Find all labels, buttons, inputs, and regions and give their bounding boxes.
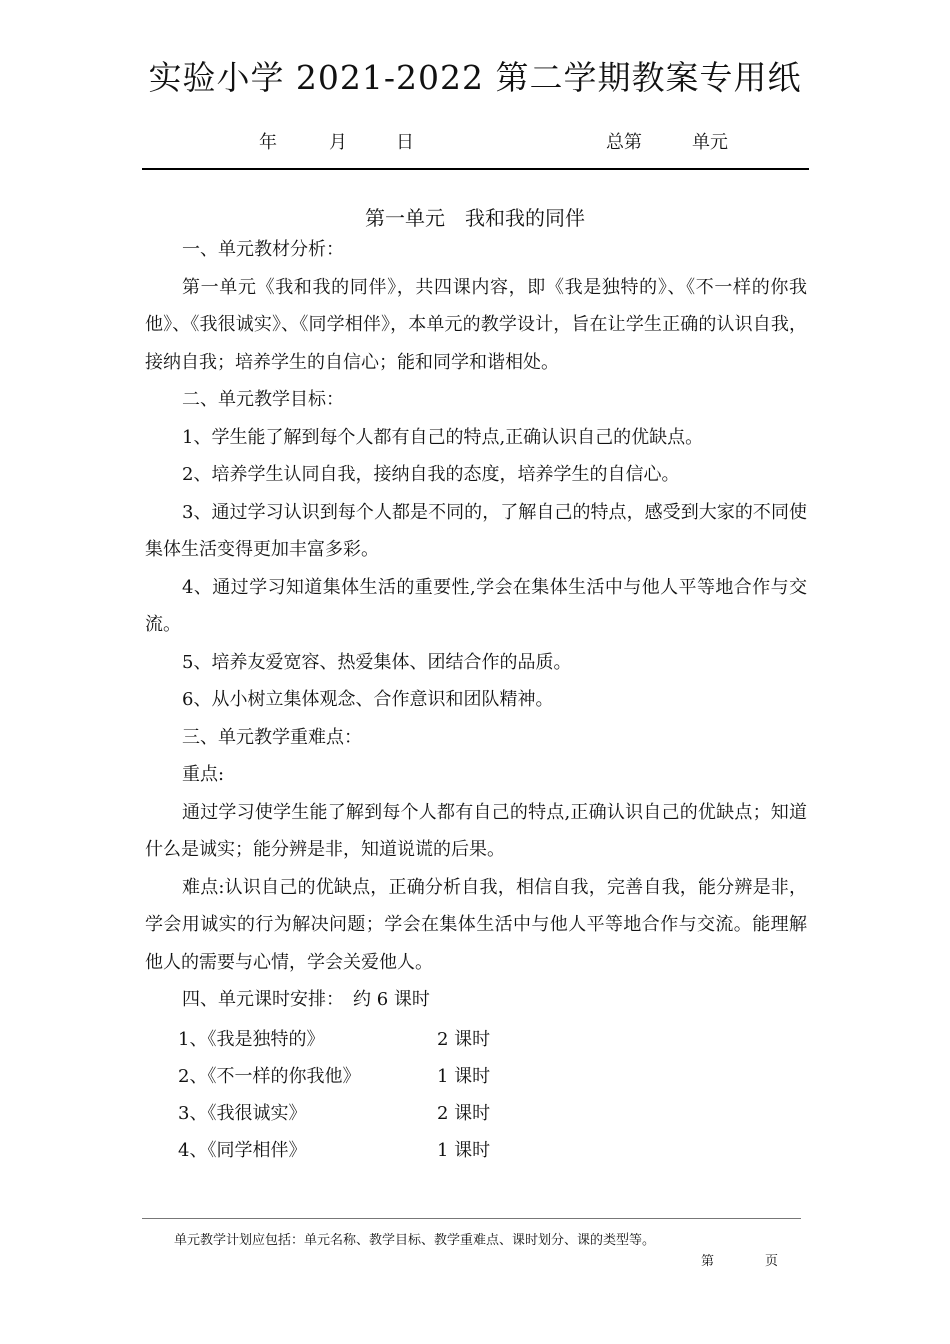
goal-item: 6、从小树立集体观念、合作意识和团队精神。 [182, 689, 554, 710]
key-points-text: 通过学习使学生能了解到每个人都有自己的特点,正确认识自己的优缺点；知道什么是诚实；能分辨是非，知道说谎的后果。 [145, 801, 807, 860]
header-divider [142, 168, 809, 170]
goal-item: 5、培养友爱宽容、热爱集体、团结合作的品质。 [182, 651, 572, 673]
section-heading-goals: 二、单元教学目标： [182, 389, 344, 410]
page-suffix: 页 [765, 1254, 779, 1269]
page-prefix: 第 [701, 1254, 715, 1269]
key-points-label: 重点: [182, 764, 225, 785]
footer-note: 单元教学计划应包括：单元名称、教学目标、教学重难点、课时划分、课的类型等。 [174, 1233, 656, 1248]
difficult-points-text: 难点:认识自己的优缺点，正确分析自我，相信自我，完善自我，能分辨是非，学会用诚实的行为解决问题；学会在集体生活中与他人平等地合作与交流。能理解他人的需要与心情，学会关爱他人。 [145, 876, 807, 973]
goal-item: 4、通过学习知道集体生活的重要性,学会在集体生活中与他人平等地合作与交流。 [145, 576, 807, 635]
schedule-lesson: 3、《我很诚实》 [178, 1103, 307, 1124]
year-label: 年 [259, 132, 277, 153]
lesson-plan-body [145, 231, 807, 1019]
schedule-hours: 2 课时 [437, 1103, 491, 1124]
section-heading-analysis: 一、单元教材分析： [182, 239, 344, 260]
schedule-hours: 1 课时 [437, 1140, 491, 1161]
footer-divider [142, 1218, 801, 1219]
goal-item: 3、通过学习认识到每个人都是不同的，了解自己的特点，感受到大家的不同使集体生活变得更加丰富多彩。 [145, 501, 807, 560]
total-number-label: 总第 [606, 132, 642, 153]
goal-item: 1、学生能了解到每个人都有自己的特点,正确认识自己的优缺点。 [182, 426, 704, 448]
section-heading-schedule: 四、单元课时安排： 约 6 课时 [182, 989, 430, 1010]
schedule-hours: 2 课时 [437, 1029, 491, 1050]
unit-heading: 第一单元 我和我的同伴 [365, 206, 585, 230]
schedule-lesson: 1、《我是独特的》 [178, 1029, 325, 1050]
paragraph-analysis: 第一单元《我和我的同伴》，共四课内容，即《我是独特的》、《不一样的你我他》、《我很诚实》、《同学相伴》，本单元的教学设计，旨在让学生正确的认识自我，接纳自我；培养学生的自信心；能和同学和谐相处。 [145, 276, 807, 373]
section-heading-key-points: 三、单元教学重难点： [182, 726, 362, 748]
page-title: 实验小学 2021-2022 第二学期教案专用纸 [148, 58, 802, 97]
schedule-hours: 1 课时 [437, 1066, 491, 1087]
unit-label: 单元 [692, 132, 728, 153]
schedule-lesson: 2、《不一样的你我他》 [178, 1066, 361, 1087]
goal-item: 2、培养学生认同自我，接纳自我的态度，培养学生的自信心。 [182, 464, 680, 485]
day-label: 日 [396, 132, 414, 153]
month-label: 月 [329, 132, 347, 153]
schedule-lesson: 4、《同学相伴》 [178, 1140, 307, 1161]
